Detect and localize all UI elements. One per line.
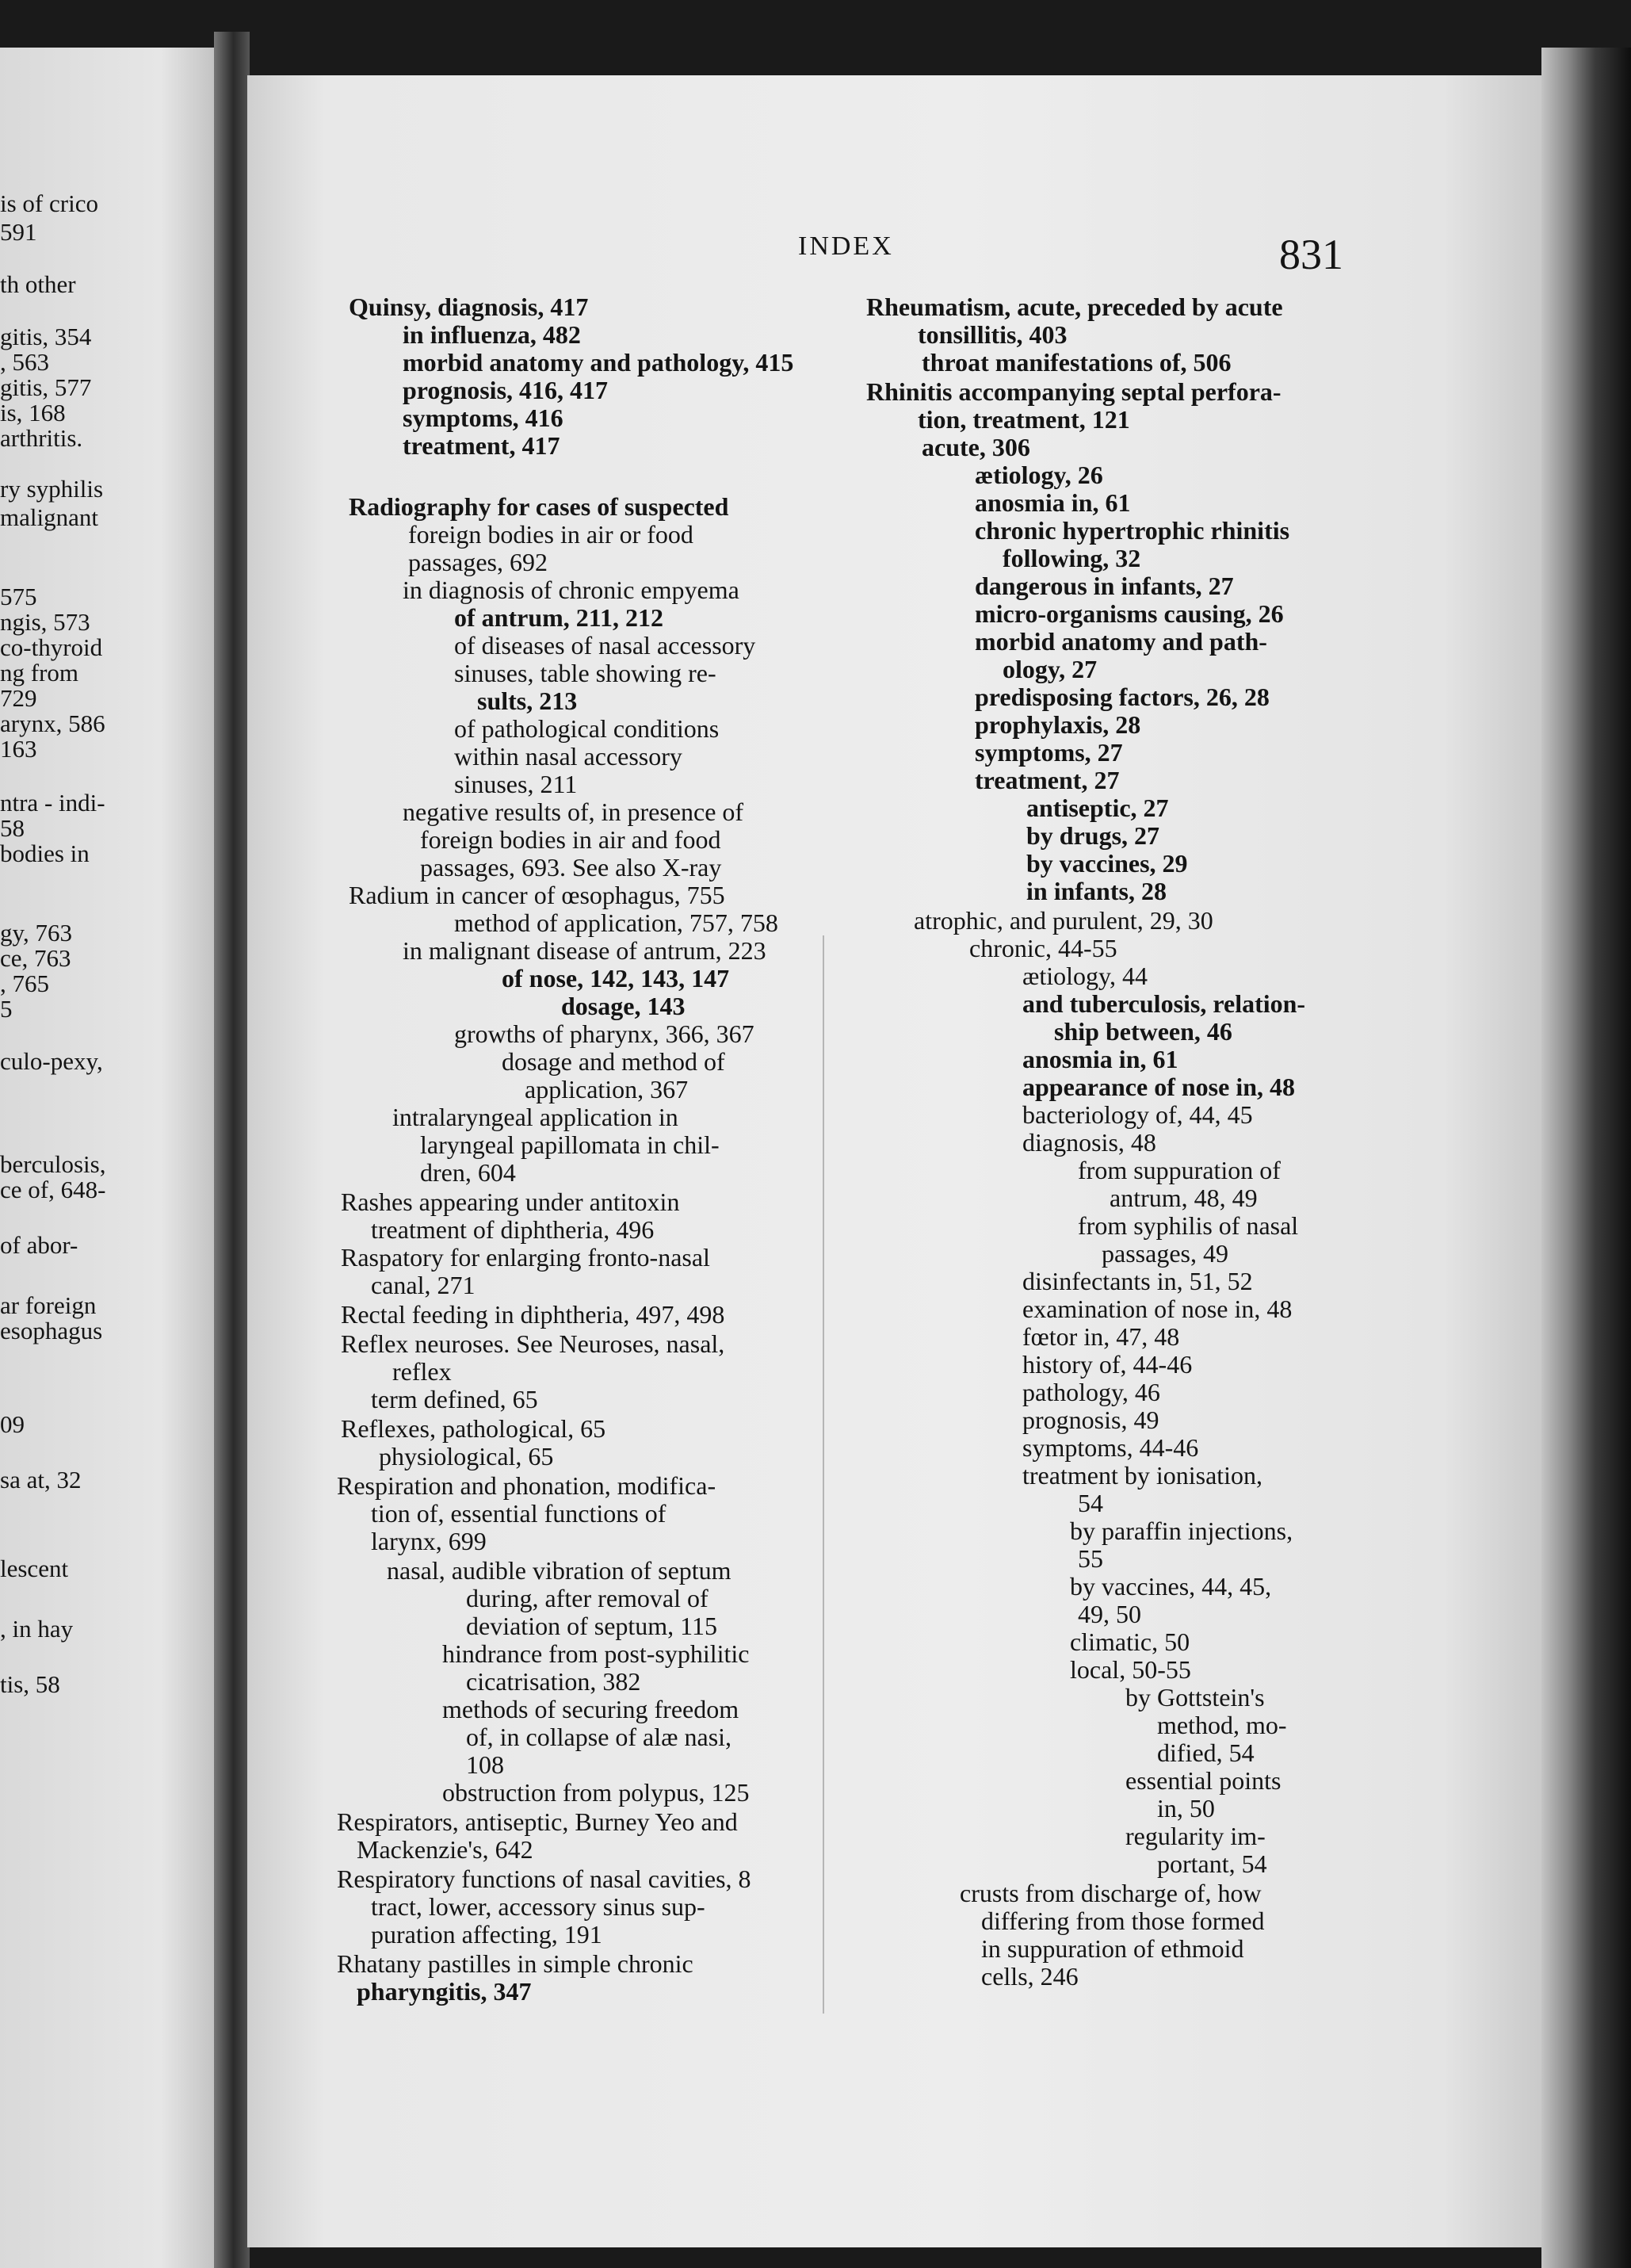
index-left-entry-line: reflex bbox=[392, 1357, 452, 1386]
index-left-entry-line: dren, 604 bbox=[420, 1158, 516, 1187]
index-left-entry-line: larynx, 699 bbox=[371, 1527, 487, 1555]
index-right-entry-line: climatic, 50 bbox=[1070, 1627, 1190, 1656]
index-left-entry-line: Mackenzie's, 642 bbox=[357, 1835, 533, 1864]
index-left-entry-line: method of application, 757, 758 bbox=[454, 908, 778, 937]
index-left-entry-line: of pathological conditions bbox=[454, 714, 720, 743]
facing-page-text-fragment: 5 bbox=[0, 995, 13, 1023]
facing-page-text-fragment: esophagus bbox=[0, 1317, 103, 1344]
index-left-entry-line: canal, 271 bbox=[371, 1271, 476, 1299]
index-left-entry-line: term defined, 65 bbox=[371, 1385, 538, 1413]
index-left-entry-line: prognosis, 416, 417 bbox=[403, 376, 609, 404]
index-left-entry-line: in malignant disease of antrum, 223 bbox=[403, 936, 766, 965]
index-left-entry-line: cicatrisation, 382 bbox=[466, 1667, 641, 1696]
index-right-entry-line: ætiology, 26 bbox=[975, 461, 1103, 489]
facing-page-text-fragment: tis, 58 bbox=[0, 1670, 60, 1698]
facing-page-text-fragment: ar foreign bbox=[0, 1291, 97, 1319]
index-left-entry-line: tion of, essential functions of bbox=[371, 1499, 667, 1528]
facing-page-text-fragment: ng from bbox=[0, 659, 79, 687]
column-divider bbox=[823, 935, 824, 2014]
index-left-entry-line: of antrum, 211, 212 bbox=[454, 603, 663, 632]
index-left-entry-line: methods of securing freedom bbox=[442, 1695, 739, 1723]
index-right-entry-line: ætiology, 44 bbox=[1022, 962, 1148, 990]
index-left-entry-line: Reflex neuroses. See Neuroses, nasal, bbox=[341, 1329, 725, 1358]
index-left-entry-line: tract, lower, accessory sinus sup- bbox=[371, 1892, 705, 1921]
facing-page-text-fragment: arynx, 586 bbox=[0, 709, 105, 737]
index-right-entry-line: by vaccines, 44, 45, bbox=[1070, 1572, 1272, 1601]
facing-page-text-fragment: malignant bbox=[0, 503, 98, 531]
index-left-entry-line: physiological, 65 bbox=[379, 1442, 554, 1471]
index-right-entry-line: treatment by ionisation, bbox=[1022, 1461, 1263, 1490]
index-right-entry-line: morbid anatomy and path- bbox=[975, 627, 1267, 656]
index-right-entry-line: anosmia in, 61 bbox=[975, 488, 1131, 517]
index-right-entry-line: portant, 54 bbox=[1157, 1849, 1267, 1878]
index-left-entry-line: sinuses, 211 bbox=[454, 770, 578, 798]
facing-page-text-fragment: ry syphilis bbox=[0, 475, 104, 503]
facing-page-text-fragment: ntra - indi- bbox=[0, 789, 105, 817]
facing-page-text-fragment: is of crico bbox=[0, 189, 98, 217]
index-right-entry-line: disinfectants in, 51, 52 bbox=[1022, 1267, 1253, 1295]
index-right-entry-line: passages, 49 bbox=[1102, 1239, 1228, 1268]
index-right-entry-line: dangerous in infants, 27 bbox=[975, 572, 1234, 600]
index-left-entry-line: passages, 693. See also X-ray bbox=[420, 853, 722, 882]
index-right-entry-line: pathology, 46 bbox=[1022, 1378, 1160, 1406]
index-left-entry-line: dosage, 143 bbox=[561, 992, 686, 1020]
index-left-entry-line: treatment of diphtheria, 496 bbox=[371, 1215, 655, 1244]
index-right-entry-line: ology, 27 bbox=[1003, 655, 1098, 683]
index-left-entry-line: symptoms, 416 bbox=[403, 403, 563, 432]
index-right-entry-line: Rhinitis accompanying septal perfora- bbox=[866, 377, 1282, 406]
facing-page-text-fragment: th other bbox=[0, 270, 76, 298]
index-left-entry-line: Rashes appearing under antitoxin bbox=[341, 1188, 680, 1216]
index-left-entry-line: puration affecting, 191 bbox=[371, 1920, 602, 1949]
index-right-entry-line: from suppuration of bbox=[1078, 1156, 1281, 1184]
index-right-entry-line: from syphilis of nasal bbox=[1078, 1211, 1299, 1240]
index-left-entry-line: deviation of septum, 115 bbox=[466, 1612, 717, 1640]
index-right-entry-line: by paraffin injections, bbox=[1070, 1516, 1293, 1545]
index-right-entry-line: appearance of nose in, 48 bbox=[1022, 1073, 1295, 1101]
page-number: 831 bbox=[1279, 231, 1343, 278]
index-left-entry-line: Rhatany pastilles in simple chronic bbox=[337, 1949, 693, 1978]
facing-page-text-fragment: 591 bbox=[0, 218, 37, 246]
facing-page-text-fragment: , 563 bbox=[0, 348, 49, 376]
index-right-entry-line: tion, treatment, 121 bbox=[918, 405, 1130, 434]
index-right-entry-line: acute, 306 bbox=[922, 433, 1030, 461]
index-left-entry-line: sinuses, table showing re- bbox=[454, 659, 716, 687]
index-right-entry-line: anosmia in, 61 bbox=[1022, 1045, 1178, 1073]
facing-page-text-fragment: 58 bbox=[0, 814, 25, 842]
index-right-entry-line: in, 50 bbox=[1157, 1794, 1215, 1822]
facing-page-text-fragment: sa at, 32 bbox=[0, 1466, 82, 1494]
index-right-entry-line: 55 bbox=[1078, 1544, 1103, 1573]
index-left-entry-line: in influenza, 482 bbox=[403, 320, 581, 349]
index-left-entry-line: growths of pharynx, 366, 367 bbox=[454, 1019, 754, 1048]
index-right-entry-line: and tuberculosis, relation- bbox=[1022, 989, 1306, 1018]
facing-page-text-fragment: gy, 763 bbox=[0, 919, 72, 947]
facing-page-fragment bbox=[0, 48, 230, 2268]
index-right-entry-line: dified, 54 bbox=[1157, 1738, 1255, 1767]
index-left-entry-line: application, 367 bbox=[525, 1075, 689, 1103]
index-left-entry-line: in diagnosis of chronic empyema bbox=[403, 576, 739, 604]
index-left-entry-line: treatment, 417 bbox=[403, 431, 560, 460]
facing-page-text-fragment: bodies in bbox=[0, 840, 90, 867]
facing-page-text-fragment: , 765 bbox=[0, 970, 49, 997]
index-right-entry-line: 49, 50 bbox=[1078, 1600, 1141, 1628]
index-left-entry-line: of, in collapse of alæ nasi, bbox=[466, 1723, 732, 1751]
facing-page-text-fragment: gitis, 354 bbox=[0, 323, 92, 350]
index-right-entry-line: antrum, 48, 49 bbox=[1110, 1184, 1258, 1212]
index-left-entry-line: within nasal accessory bbox=[454, 742, 682, 771]
index-right-entry-line: bacteriology of, 44, 45 bbox=[1022, 1100, 1253, 1129]
index-right-entry-line: antiseptic, 27 bbox=[1026, 794, 1169, 822]
index-right-entry-line: chronic hypertrophic rhinitis bbox=[975, 516, 1290, 545]
index-left-entry-line: hindrance from post-syphilitic bbox=[442, 1639, 750, 1668]
index-right-entry-line: fœtor in, 47, 48 bbox=[1022, 1322, 1180, 1351]
index-right-entry-line: treatment, 27 bbox=[975, 766, 1120, 794]
index-right-entry-line: Rheumatism, acute, preceded by acute bbox=[866, 293, 1283, 321]
index-left-entry-line: sults, 213 bbox=[477, 687, 578, 715]
index-left-entry-line: of nose, 142, 143, 147 bbox=[502, 964, 730, 992]
index-left-entry-line: foreign bodies in air or food bbox=[408, 520, 693, 549]
index-right-entry-line: cells, 246 bbox=[981, 1962, 1079, 1991]
index-right-entry-line: tonsillitis, 403 bbox=[918, 320, 1068, 349]
index-right-entry-line: predisposing factors, 26, 28 bbox=[975, 683, 1270, 711]
index-left-entry-line: Rectal feeding in diphtheria, 497, 498 bbox=[341, 1300, 725, 1329]
index-right-entry-line: throat manifestations of, 506 bbox=[922, 348, 1232, 377]
index-right-entry-line: crusts from discharge of, how bbox=[960, 1879, 1262, 1907]
index-left-entry-line: Reflexes, pathological, 65 bbox=[341, 1414, 606, 1443]
index-left-entry-line: morbid anatomy and pathology, 415 bbox=[403, 348, 794, 377]
index-right-entry-line: 54 bbox=[1078, 1489, 1103, 1517]
index-right-entry-line: prognosis, 49 bbox=[1022, 1406, 1159, 1434]
index-left-entry-line: Respiratory functions of nasal cavities, 8 bbox=[337, 1865, 751, 1893]
index-left-entry-line: Respiration and phonation, modifica- bbox=[337, 1471, 716, 1500]
index-left-entry-line: of diseases of nasal accessory bbox=[454, 631, 756, 660]
index-right-entry-line: ship between, 46 bbox=[1054, 1017, 1232, 1046]
facing-page-text-fragment: co-thyroid bbox=[0, 633, 103, 661]
index-left-entry-line: passages, 692 bbox=[408, 548, 548, 576]
index-left-entry-line: intralaryngeal application in bbox=[392, 1103, 678, 1131]
index-left-entry-line: Radium in cancer of œsophagus, 755 bbox=[349, 881, 725, 909]
index-right-entry-line: in infants, 28 bbox=[1026, 877, 1167, 905]
index-right-entry-line: examination of nose in, 48 bbox=[1022, 1295, 1293, 1323]
index-left-entry-line: foreign bodies in air and food bbox=[420, 825, 721, 854]
facing-page-text-fragment: is, 168 bbox=[0, 399, 66, 426]
book-gutter bbox=[214, 32, 250, 2268]
facing-page-text-fragment: ngis, 573 bbox=[0, 608, 90, 636]
index-right-entry-line: in suppuration of ethmoid bbox=[981, 1934, 1244, 1963]
index-right-entry-line: atrophic, and purulent, 29, 30 bbox=[914, 906, 1213, 935]
index-right-entry-line: by drugs, 27 bbox=[1026, 821, 1160, 850]
facing-page-text-fragment: 163 bbox=[0, 735, 37, 763]
index-left-entry-line: dosage and method of bbox=[502, 1047, 725, 1076]
facing-page-text-fragment: culo-pexy, bbox=[0, 1047, 103, 1075]
index-right-entry-line: regularity im- bbox=[1125, 1822, 1266, 1850]
facing-page-text-fragment: arthritis. bbox=[0, 424, 83, 452]
index-left-entry-line: Quinsy, diagnosis, 417 bbox=[349, 293, 589, 321]
index-right-entry-line: diagnosis, 48 bbox=[1022, 1128, 1156, 1157]
index-left-entry-line: Raspatory for enlarging fronto-nasal bbox=[341, 1243, 710, 1272]
index-left-entry-line: negative results of, in presence of bbox=[403, 797, 744, 826]
index-left-entry-line: during, after removal of bbox=[466, 1584, 709, 1612]
page-header: INDEX bbox=[798, 231, 894, 261]
index-right-entry-line: chronic, 44-55 bbox=[969, 934, 1117, 962]
facing-page-text-fragment: 09 bbox=[0, 1410, 25, 1438]
facing-page-text-fragment: 575 bbox=[0, 583, 37, 610]
facing-page-text-fragment: of abor- bbox=[0, 1231, 78, 1259]
page-edge-shadow bbox=[1541, 48, 1631, 2268]
index-right-entry-line: differing from those formed bbox=[981, 1907, 1265, 1935]
index-right-entry-line: prophylaxis, 28 bbox=[975, 710, 1141, 739]
facing-page-text-fragment: gitis, 577 bbox=[0, 373, 92, 401]
index-right-entry-line: local, 50-55 bbox=[1070, 1655, 1191, 1684]
facing-page-text-fragment: lescent bbox=[0, 1555, 69, 1582]
facing-page-text-fragment: berculosis, bbox=[0, 1150, 106, 1178]
index-right-entry-line: history of, 44-46 bbox=[1022, 1350, 1193, 1379]
index-right-entry-line: essential points bbox=[1125, 1766, 1282, 1795]
index-left-entry-line: laryngeal papillomata in chil- bbox=[420, 1130, 720, 1159]
facing-page-text-fragment: , in hay bbox=[0, 1615, 74, 1643]
index-left-entry-line: nasal, audible vibration of septum bbox=[387, 1556, 731, 1585]
index-left-entry-line: 108 bbox=[466, 1750, 504, 1779]
index-left-entry-line: pharyngitis, 347 bbox=[357, 1977, 532, 2006]
index-right-entry-line: symptoms, 27 bbox=[975, 738, 1123, 767]
facing-page-text-fragment: 729 bbox=[0, 684, 37, 712]
facing-page-text-fragment: ce, 763 bbox=[0, 944, 71, 972]
index-right-entry-line: following, 32 bbox=[1003, 544, 1141, 572]
index-left-entry-line: obstruction from polypus, 125 bbox=[442, 1778, 750, 1807]
index-right-entry-line: method, mo- bbox=[1157, 1711, 1287, 1739]
index-right-entry-line: by vaccines, 29 bbox=[1026, 849, 1188, 878]
index-right-entry-line: micro-organisms causing, 26 bbox=[975, 599, 1284, 628]
index-right-entry-line: by Gottstein's bbox=[1125, 1683, 1265, 1712]
index-left-entry-line: Respirators, antiseptic, Burney Yeo and bbox=[337, 1807, 738, 1836]
index-right-entry-line: symptoms, 44-46 bbox=[1022, 1433, 1199, 1462]
facing-page-text-fragment: ce of, 648- bbox=[0, 1176, 106, 1203]
index-left-entry-line: Radiography for cases of suspected bbox=[349, 492, 729, 521]
